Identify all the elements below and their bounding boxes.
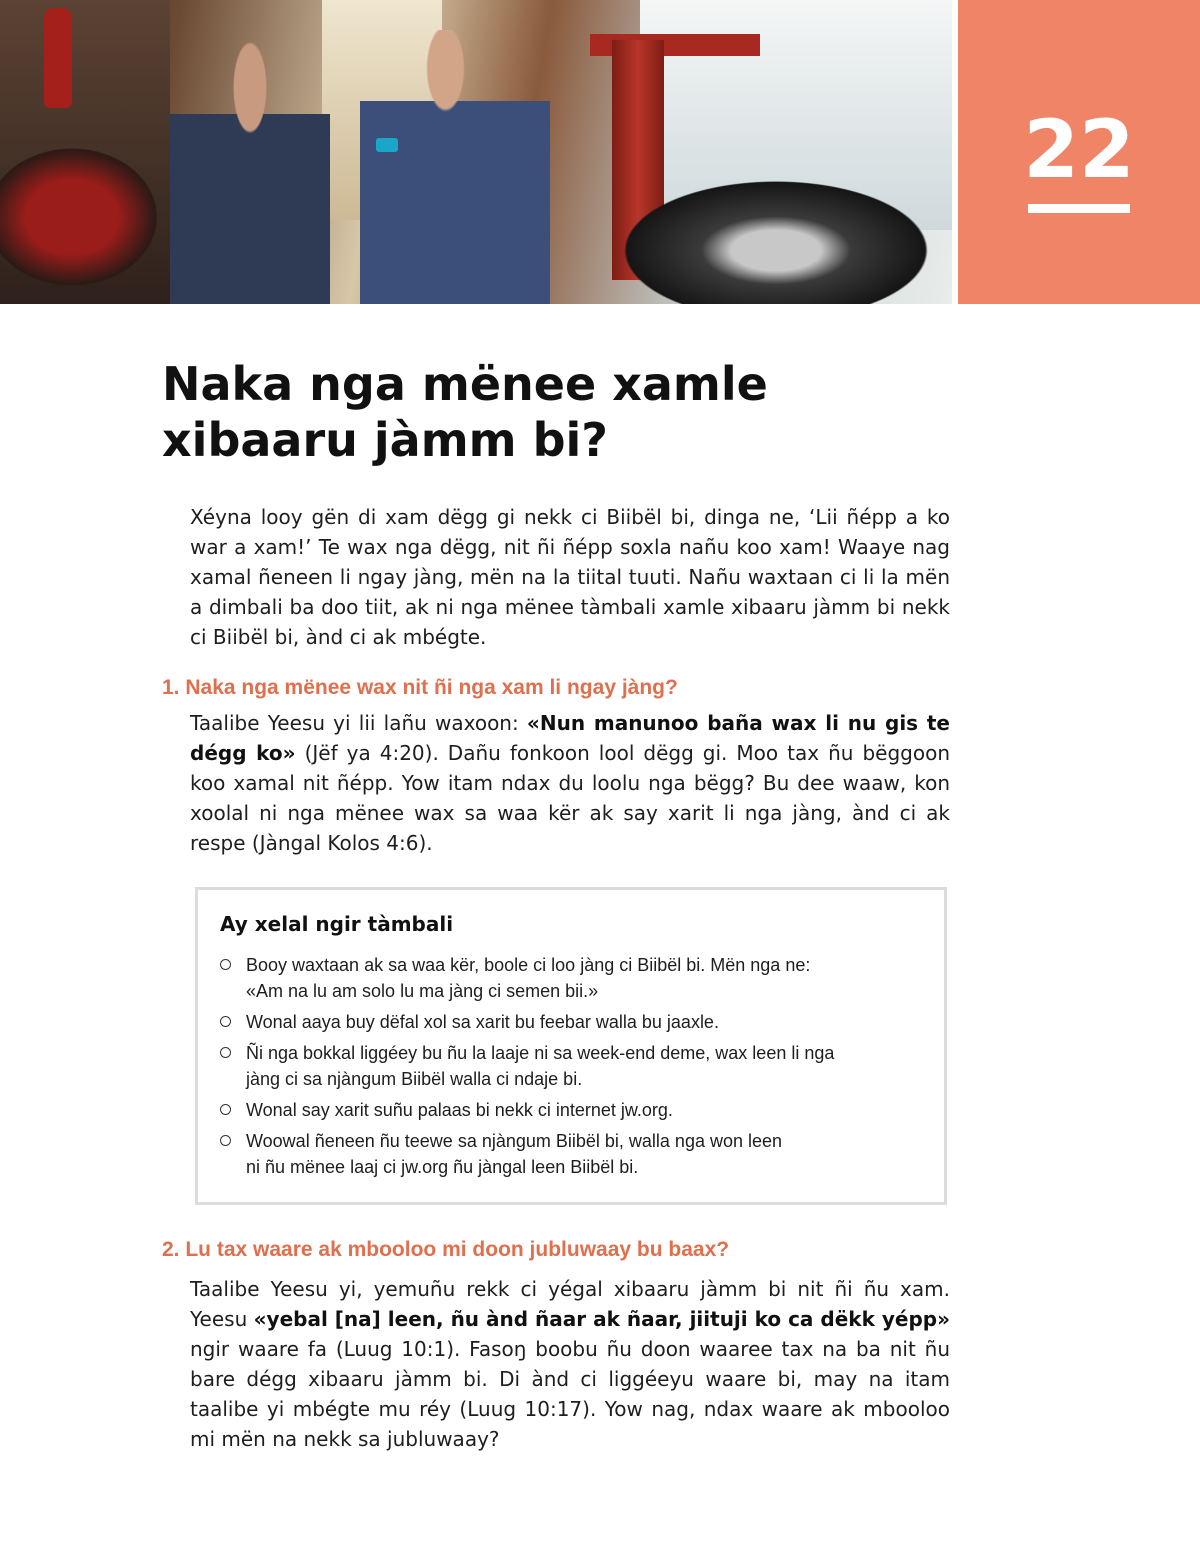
tips-title: Ay xelal ngir tàmbali [220, 912, 454, 936]
intro-paragraph: Xéyna looy gën di xam dëgg gi nekk ci Biibël bi, dinga ne, ‘Lii ñépp a ko war a xam!’ Te wax nga dëgg, nit ñi ñépp soxla nañu koo xam! Waaye nag xamal ñeneen li ngay jàng, mën na la tiital tuuti. Nañu waxtaan ci li la mën a dimbali ba doo tiit, ak ni nga mënee tàmbali xamle xibaaru jàmm bi nekk ci Biibël bi, ànd ci ak mbégte. [190, 505, 950, 649]
tip-line: «Am na lu am solo lu ma jàng ci semen bii.» [246, 981, 599, 1001]
tip-line: Wonal aaya buy dëfal xol sa xarit bu feebar walla bu jaaxle. [246, 1012, 719, 1032]
tip-line: Woowal ñeneen ñu teewe sa njàngum Biibël bi, walla nga won leen [246, 1131, 783, 1151]
header-photo [0, 0, 952, 304]
photo-motorcycle [600, 170, 952, 304]
section-1-paragraph [190, 708, 950, 858]
tip-line: Booy waxtaan ak sa waa kër, boole ci loo jàng ci Biibël bi. Mën nga ne: [246, 955, 811, 975]
photo-fire-extinguisher [44, 8, 72, 108]
tip-item [220, 1097, 920, 1123]
section-1-text-after: (Jëf ya 4:20). Dañu fonkoon lool dëgg gi. Moo tax ñu bëggoon koo xamal nit ñépp. Yow itam ndax du loolu nga bëgg? Bu dee waaw, kon xoolal ni nga mënee wax sa waa kër ak say xarit li nga jàng, ànd ci ak respe (Jàngal Kolos 4:6). [190, 741, 950, 855]
tip-line: jàng ci sa njàngum Biibël walla ci ndaje bi. [246, 1069, 583, 1089]
circle-bullet-icon [220, 1016, 231, 1027]
section-2-text-after: ngir waare fa (Luug 10:1). Fasoŋ boobu ñu doon waaree tax na ba nit ñu bare dégg xibaaru jàmm bi. Di ànd ci liggéeyu waare bi, may na itam taalibe yi mbégte mu réy (Luug 10:17). Yow nag, ndax waare ak mbooloo mi mën na nekk sa jubluwaay? [190, 1337, 950, 1451]
tips-list [220, 952, 920, 1185]
section-1-text-before: Taalibe Yeesu yi lii lañu waxoon: [190, 711, 527, 735]
section-2-quote: «yebal [na] leen, ñu ànd ñaar ak ñaar, jiituji ko ca dëkk yépp» [253, 1307, 951, 1331]
circle-bullet-icon [220, 1135, 231, 1146]
chapter-rule [1028, 204, 1130, 213]
page-title-line-2: xibaaru jàmm bi? [162, 413, 608, 467]
page-title [162, 356, 862, 468]
circle-bullet-icon [220, 1104, 231, 1115]
page-title-line-1: Naka nga mënee xamle [162, 357, 768, 411]
tips-box [195, 887, 947, 1205]
tip-line: Ñi nga bokkal liggéey bu ñu la laaje ni sa week-end deme, wax leen li nga [246, 1043, 835, 1063]
tip-item [220, 952, 920, 1004]
tip-item [220, 1128, 920, 1180]
section-2-paragraph [190, 1274, 950, 1454]
section-2-text-before: Taalibe Yeesu yi, yemuñu rekk ci yégal xibaaru jàmm bi nit ñi ñu xam. Yeesu [190, 1277, 950, 1331]
tip-item [220, 1040, 920, 1092]
photo-younger-man [360, 30, 550, 304]
section-1-quote: «Nun manunoo baña wax li nu gis te dégg ko» [190, 711, 951, 765]
photo-older-man [170, 40, 330, 304]
circle-bullet-icon [220, 1047, 231, 1058]
photo-phone [376, 138, 398, 152]
chapter-badge [958, 0, 1200, 304]
chapter-number: 22 [1023, 103, 1135, 196]
section-1-heading: 1. Naka nga mënee wax nit ñi nga xam li ngay jàng? [162, 676, 678, 699]
tip-item [220, 1009, 920, 1035]
tip-line: ni ñu mënee laaj ci jw.org ñu jàngal leen Biibël bi. [246, 1157, 639, 1177]
photo-red-motorcycle [0, 130, 180, 304]
tip-line: Wonal say xarit suñu palaas bi nekk ci internet jw.org. [246, 1100, 673, 1120]
section-2-heading: 2. Lu tax waare ak mbooloo mi doon jubluwaay bu baax? [162, 1238, 730, 1261]
circle-bullet-icon [220, 959, 231, 970]
